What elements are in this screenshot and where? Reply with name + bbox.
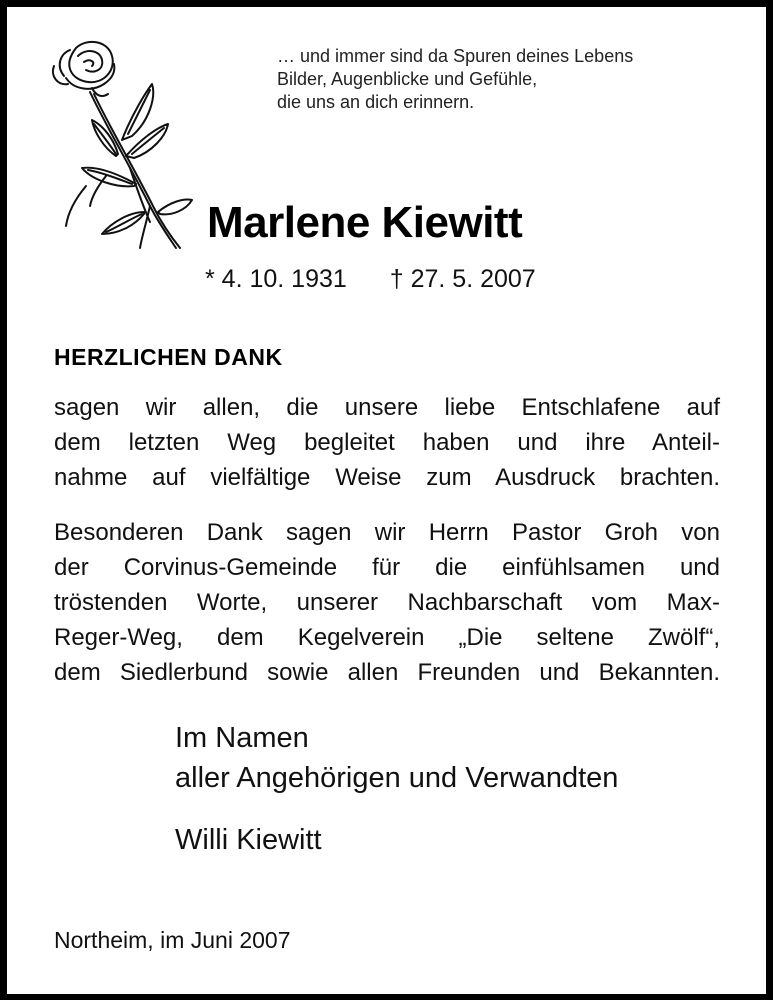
paragraph-line: dem Siedlerbund sowie allen Freunden und Bekannten. — [54, 659, 720, 686]
paragraph-line: dem letzten Weg begleitet haben und ihre Anteil- — [54, 429, 720, 456]
place-and-date: Northeim, im Juni 2007 — [54, 927, 291, 953]
rose-icon — [46, 36, 196, 251]
paragraph-line: sagen wir allen, die unsere liebe Entschlafene auf — [54, 394, 720, 421]
thanks-paragraph-2 — [54, 515, 720, 690]
death-date: † 27. 5. 2007 — [389, 265, 536, 293]
deceased-name: Marlene Kiewitt — [207, 198, 523, 247]
signature-line-2: aller Angehörigen und Verwandten — [175, 762, 619, 794]
paragraph-line: tröstenden Worte, unserer Nachbarschaft vom Max- — [54, 589, 720, 616]
signer-name: Willi Kiewitt — [175, 824, 322, 856]
quote-line: Bilder, Augenblicke und Gefühle, — [277, 69, 538, 89]
paragraph-line: Reger-Weg, dem Kegelverein „Die seltene Zwölf“, — [54, 624, 720, 651]
thanks-heading: HERZLICHEN DANK — [54, 344, 283, 370]
paragraph-line: Besonderen Dank sagen wir Herrn Pastor Groh von — [54, 519, 720, 546]
birth-date: * 4. 10. 1931 — [205, 265, 347, 293]
signature-line-1: Im Namen — [175, 722, 309, 754]
memorial-quote — [277, 45, 633, 114]
quote-line: … und immer sind da Spuren deines Lebens — [277, 46, 634, 66]
quote-line: die uns an dich erinnern. — [277, 92, 475, 112]
paragraph-line: der Corvinus-Gemeinde für die einfühlsamen und — [54, 554, 720, 581]
paragraph-line: nahme auf vielfältige Weise zum Ausdruck brachten. — [54, 464, 720, 491]
life-dates — [205, 265, 536, 294]
thanks-paragraph-1 — [54, 390, 720, 495]
